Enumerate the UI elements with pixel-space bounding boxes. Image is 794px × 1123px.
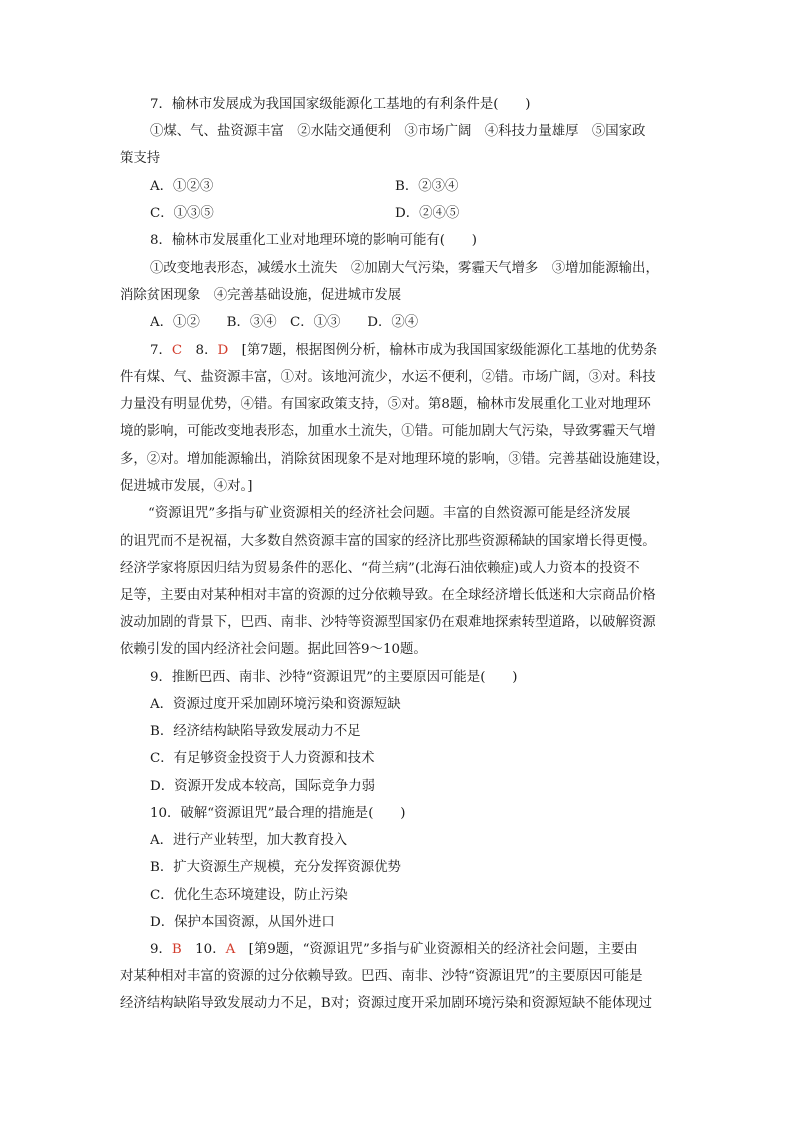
passage-line: 波动加剧的背景下，巴西、南非、沙特等资源型国家仍在艰难地探索转型道路，以破解资源 bbox=[120, 615, 656, 630]
q8-conditions-line2: 消除贫困现象 ④完善基础设施，促进城市发展 bbox=[120, 288, 402, 303]
answer-prefix: 8． bbox=[182, 343, 218, 358]
explanation-line: 件有煤、气、盐资源丰富，①对。该地河流少，水运不便利，②错。市场广阔，③对。科技 bbox=[120, 370, 656, 385]
answer-prefix: 7． bbox=[150, 343, 172, 358]
q9-option-a: A．资源过度开采加剧环境污染和资源短缺 bbox=[150, 697, 401, 712]
answer-10-value: A bbox=[225, 942, 236, 957]
q9-option-d: D．资源开发成本较高，国际竞争力弱 bbox=[150, 779, 375, 794]
q9-option-b: B．经济结构缺陷导致发展动力不足 bbox=[150, 724, 361, 739]
q10-option-a: A．进行产业转型，加大教育投入 bbox=[150, 833, 348, 848]
passage-line: 依赖引发的国内经济社会问题。据此回答9～10题。 bbox=[120, 642, 427, 657]
answer-7-8-line1 bbox=[150, 341, 680, 361]
q8-stem: 8．榆林市发展重化工业对地理环境的影响可能有( ) bbox=[150, 233, 477, 248]
passage-line: 足等，主要由对某种相对丰富的资源的过分依赖导致。在全球经济增长低迷和大宗商品价格 bbox=[120, 588, 656, 603]
passage-line: “资源诅咒”多指与矿业资源相关的经济社会问题。丰富的自然资源可能是经济发展 bbox=[148, 506, 631, 521]
q9-option-c: C．有足够资金投资于人力资源和技术 bbox=[150, 751, 375, 766]
q7-option-a: A．①②③ bbox=[150, 179, 214, 194]
explanation-line: 经济结构缺陷导致发展动力不足，B对；资源过度开采加剧环境污染和资源短缺不能体现过 bbox=[120, 996, 653, 1011]
explanation-line: 境的影响，可能改变地表形态，加重水土流失，①错。可能加剧大气污染，导致雾霾天气增 bbox=[120, 424, 656, 439]
q10-option-c: C．优化生态环境建设，防止污染 bbox=[150, 888, 348, 903]
explanation-text: [第9题，“资源诅咒”多指与矿业资源相关的经济社会问题，主要由 bbox=[235, 942, 638, 957]
explanation-line: 力量没有明显优势，④错。有国家政策支持，⑤对。第8题，榆林市发展重化工业对地理环 bbox=[120, 397, 651, 412]
q8-conditions-line1: ①改变地表形态，减缓水土流失 ②加剧大气污染，雾霾天气增多 ③增加能源输出， bbox=[150, 261, 659, 276]
explanation-text: [第7题，根据图例分析，榆林市成为我国国家级能源化工基地的优势条 bbox=[228, 343, 658, 358]
q7-option-c: C．①③⑤ bbox=[150, 206, 214, 221]
q7-option-d: D．②④⑤ bbox=[395, 206, 460, 221]
q8-options: A．①② B．③④ C．①③ D．②④ bbox=[150, 315, 419, 330]
explanation-line: 多，②对。增加能源输出，消除贫困现象不是对地理环境的影响，③错。完善基础设施建设， bbox=[120, 452, 670, 467]
explanation-line: 促进城市发展，④对。] bbox=[120, 479, 253, 494]
answer-9-value: B bbox=[171, 942, 182, 957]
passage-line: 的诅咒而不是祝福，大多数自然资源丰富的国家的经济比那些资源稀缺的国家增长得更慢。 bbox=[120, 534, 656, 549]
q9-stem: 9．推断巴西、南非、沙特“资源诅咒”的主要原因可能是( ) bbox=[150, 670, 518, 685]
answer-prefix: 9． bbox=[150, 942, 172, 957]
q10-stem: 10．破解“资源诅咒”最合理的措施是( ) bbox=[150, 806, 406, 821]
q7-conditions-line2: 策支持 bbox=[120, 151, 161, 166]
answer-8-value: D bbox=[217, 343, 229, 358]
answer-7-value: C bbox=[171, 343, 183, 358]
answer-9-10-line1 bbox=[150, 940, 680, 960]
q10-option-d: D．保护本国资源，从国外进口 bbox=[150, 915, 335, 930]
q7-option-b: B．②③④ bbox=[395, 179, 459, 194]
explanation-line: 对某种相对丰富的资源的过分依赖导致。巴西、南非、沙特“资源诅咒”的主要原因可能是 bbox=[120, 969, 643, 984]
q7-conditions-line1: ①煤、气、盐资源丰富 ②水陆交通便利 ③市场广阔 ④科技力量雄厚 ⑤国家政 bbox=[150, 124, 646, 139]
passage-line: 经济学家将原因归结为贸易条件的恶化、“荷兰病”(北海石油依赖症)或人力资本的投资不 bbox=[120, 561, 640, 576]
q10-option-b: B．扩大资源生产规模，充分发挥资源优势 bbox=[150, 860, 401, 875]
answer-prefix: 10． bbox=[181, 942, 226, 957]
q7-stem: 7．榆林市发展成为我国国家级能源化工基地的有利条件是( ) bbox=[150, 97, 531, 112]
